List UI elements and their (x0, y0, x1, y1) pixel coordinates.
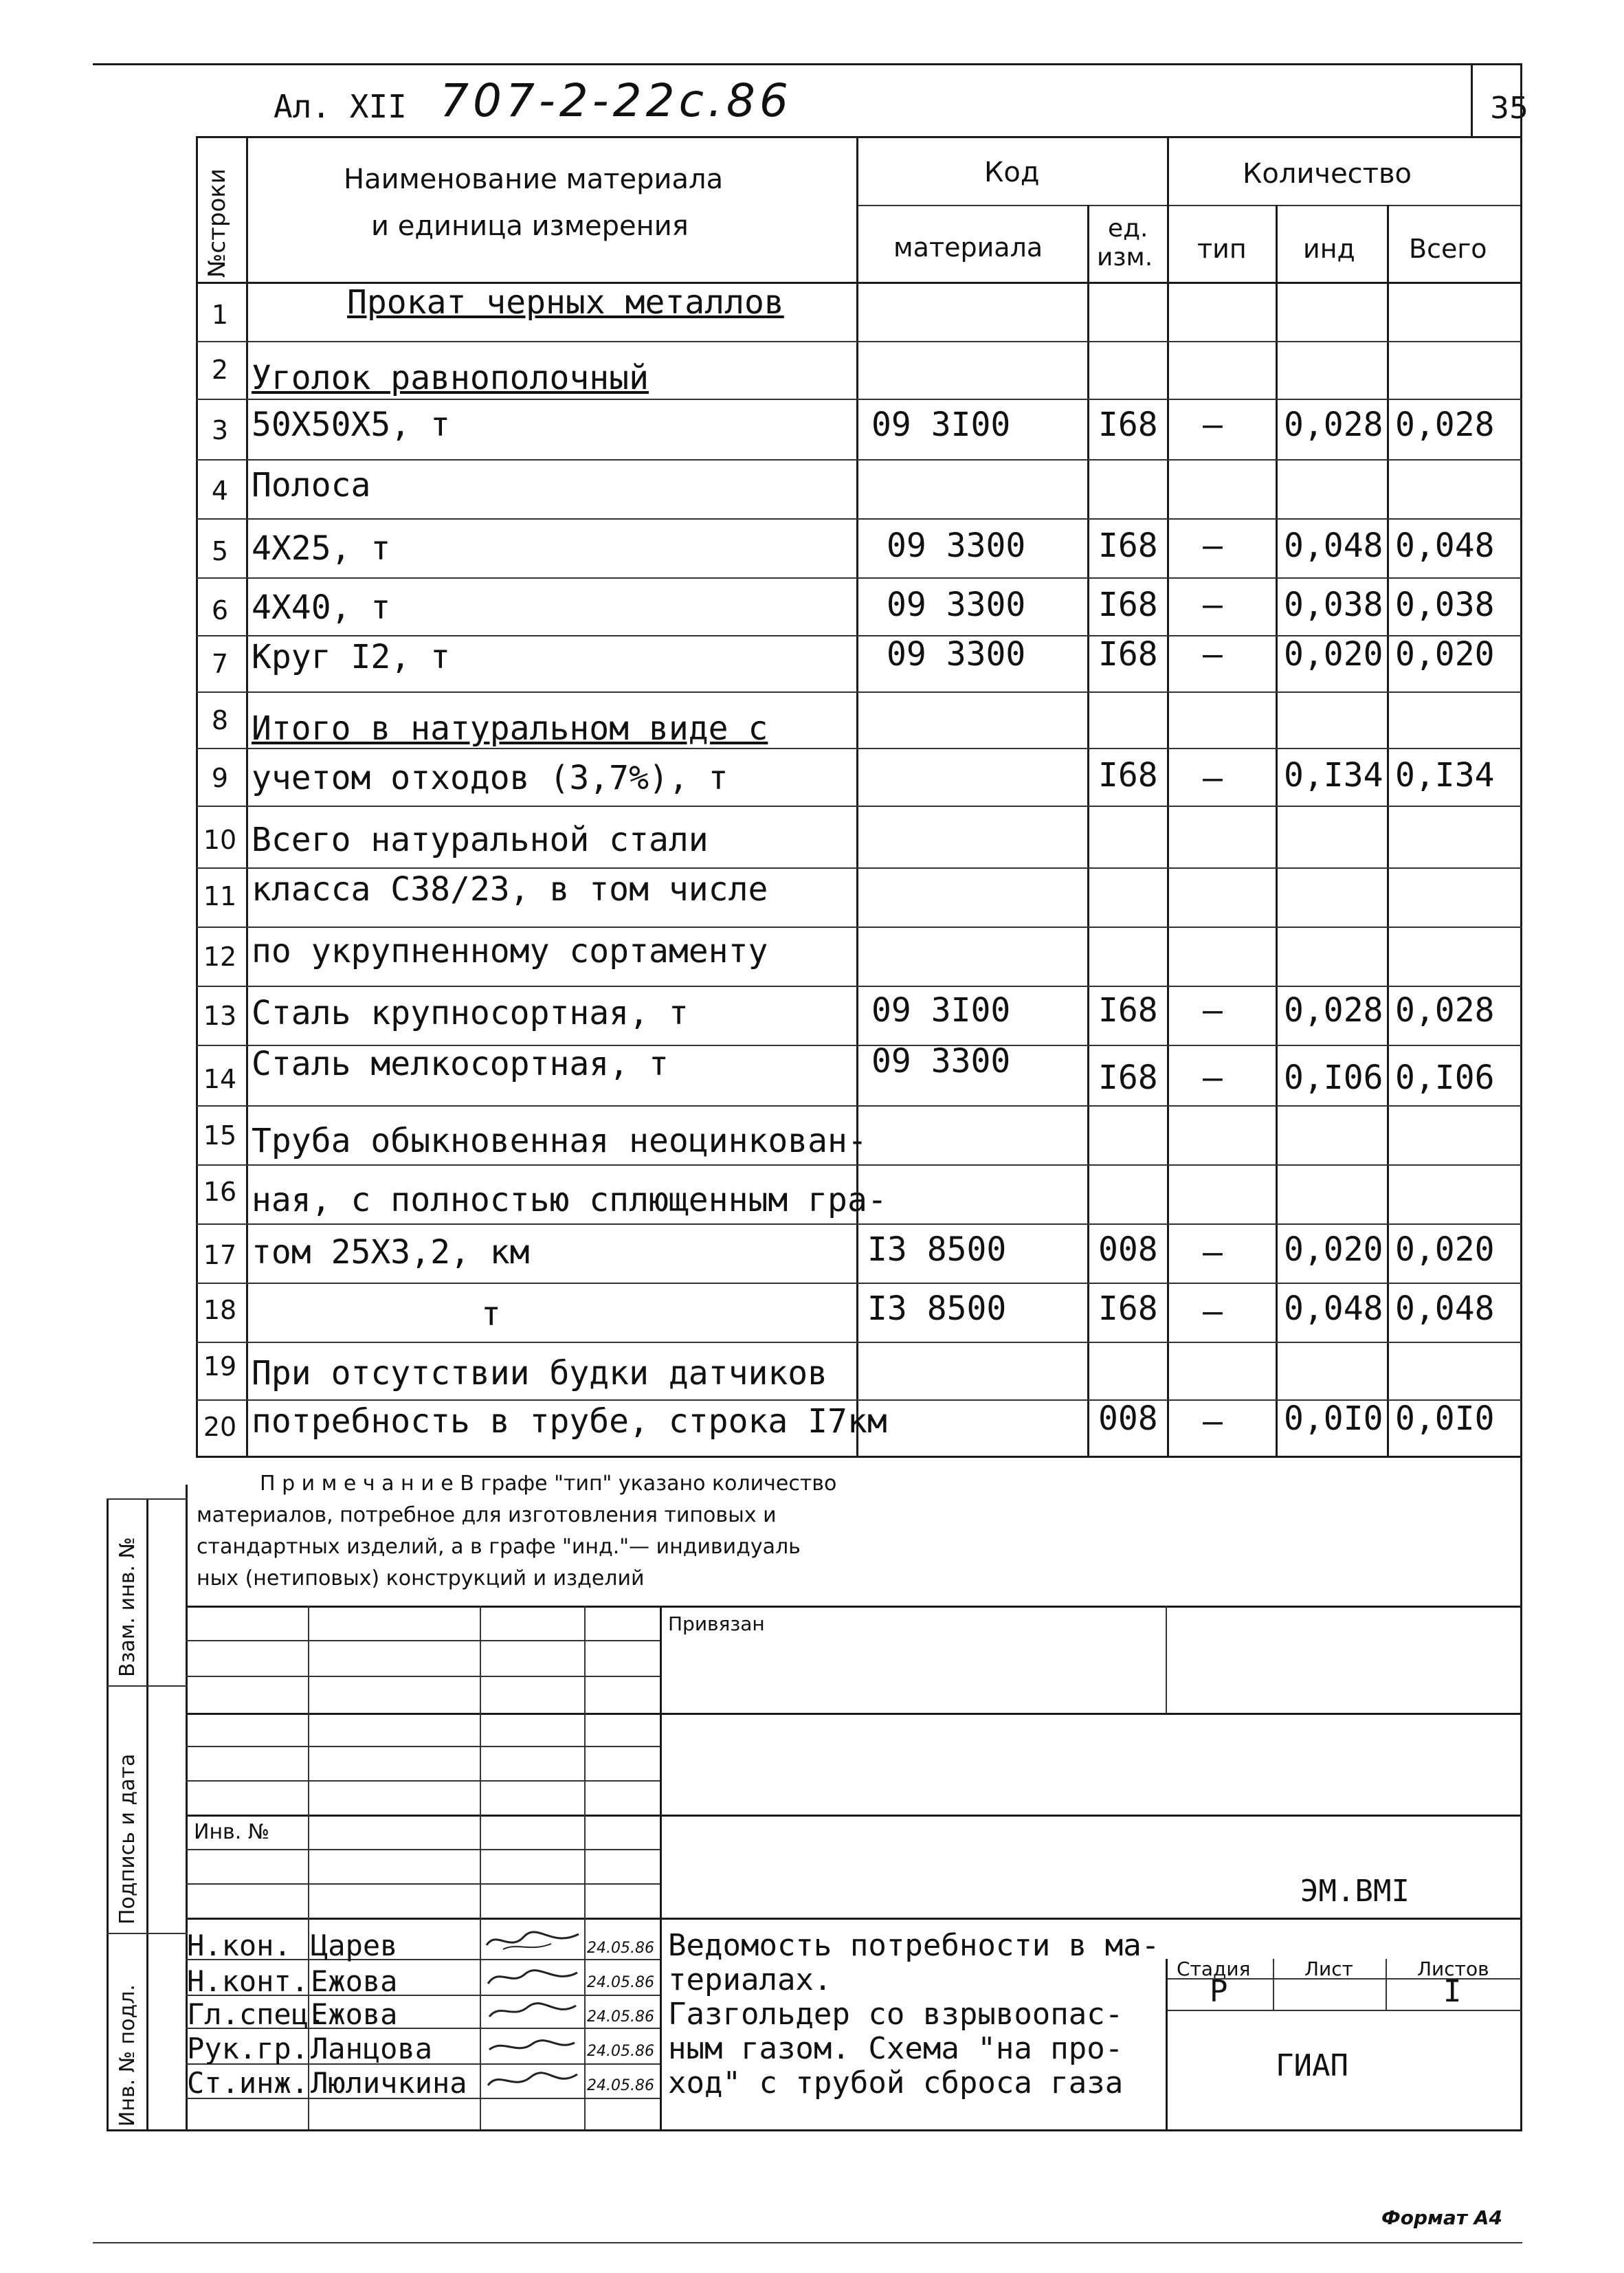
note-line: П р и м е ч а н и е В графе "тип" указано количество (260, 1472, 837, 1496)
row-unit: I68 (1098, 526, 1158, 565)
title-line: териалах. (668, 1962, 832, 1997)
row-code: 09 3300 (887, 526, 1026, 565)
margin-line (107, 2129, 188, 2131)
row-type: – (1203, 991, 1223, 1030)
row-name: том 25Х3,2, км (252, 1233, 530, 1272)
row-number: 10 (203, 825, 237, 855)
row-code: 09 3300 (871, 1042, 1011, 1080)
stage-value: Р (1210, 1974, 1228, 2009)
stamp-line (186, 1815, 1522, 1817)
note-line: стандартных изделий, а в графе "инд."— индивидуаль (197, 1535, 801, 1559)
row-name: Круг I2, т (252, 638, 450, 676)
album-label: Ал. XII (274, 88, 407, 125)
row-name: Сталь мелкосортная, т (252, 1045, 669, 1083)
row-number: 20 (203, 1412, 237, 1442)
code-material-header: материала (893, 232, 1043, 263)
role-label: Ст.инж. (187, 2066, 309, 2100)
margin-line (107, 1498, 109, 2131)
qty-type-header: тип (1197, 234, 1247, 264)
row-number: 19 (203, 1351, 237, 1382)
row-number: 1 (211, 300, 229, 330)
row-name: Всего натуральной стали (252, 821, 709, 859)
qty-total-header: Всего (1409, 234, 1487, 264)
stamp-line (186, 1883, 660, 1885)
stamp-line (660, 1606, 662, 2129)
row-total: 0,038 (1395, 586, 1495, 624)
row-number: 11 (203, 881, 237, 911)
stamp-line (480, 1606, 481, 2129)
original-inv-label: Инв. № подл. (115, 1984, 140, 2127)
stamp-line (186, 1746, 660, 1747)
signature-date-label: Подпись и дата (115, 1753, 140, 1925)
sign-date: 24.05.86 (587, 1940, 654, 1957)
row-total: 0,028 (1395, 991, 1495, 1030)
row-total: 0,048 (1395, 526, 1495, 565)
row-name: Уголок равнополочный (252, 359, 649, 397)
sheets-value: I (1443, 1974, 1462, 2009)
person-name: Ежова (311, 1964, 398, 1998)
row-total: 0,I06 (1395, 1058, 1495, 1097)
sign-date: 24.05.86 (587, 2077, 654, 2094)
row-unit: I68 (1098, 991, 1158, 1030)
person-name: Царев (311, 1929, 398, 1962)
signature-1 (482, 1925, 583, 1958)
row-number: 17 (203, 1240, 237, 1270)
row-name: 50Х50Х5, т (252, 406, 450, 444)
row-code: 09 3I00 (871, 991, 1011, 1030)
stamp-line (186, 1640, 660, 1641)
code-unit-header-1: ед. (1108, 214, 1148, 243)
row-total: 0,0I0 (1395, 1399, 1495, 1438)
margin-line (107, 1933, 188, 1934)
stamp-line (1386, 1959, 1387, 2010)
name-header-line1: Наименование материала (344, 164, 724, 195)
row-type: – (1203, 1402, 1223, 1441)
stamp-line (584, 1606, 586, 2129)
row-number: 4 (211, 476, 229, 506)
stamp-line (1166, 2010, 1522, 2011)
stamp-line (186, 1780, 660, 1782)
person-name: Ланцова (311, 2032, 433, 2065)
bottom-rule (93, 2242, 1522, 2243)
stamp-line (186, 1713, 1522, 1715)
role-label: Н.конт. (187, 1964, 309, 1998)
row-name: 4Х40, т (252, 588, 391, 627)
row-ind: 0,I34 (1284, 756, 1383, 795)
row-name: При отсутствии будки датчиков (252, 1354, 828, 1393)
stage-label: Стадия (1177, 1958, 1251, 1980)
stamp-line (1166, 1606, 1167, 1713)
document-title (668, 1929, 1159, 2100)
stamp-top (186, 1606, 1522, 1608)
row-name: Полоса (252, 466, 371, 505)
row-number: 6 (211, 595, 229, 625)
margin-line (146, 1498, 148, 2131)
stamp-bottom (186, 2129, 1522, 2131)
row-name: класса С38/23, в том числе (252, 870, 768, 909)
margin-line (107, 1685, 188, 1687)
linked-label: Привязан (668, 1612, 765, 1635)
sheet-label: Лист (1304, 1958, 1353, 1980)
paper-format: Формат А4 (1381, 2206, 1502, 2229)
row-ind: 0,048 (1284, 526, 1383, 565)
row-ind: 0,020 (1284, 1230, 1383, 1269)
note-line: материалов, потребное для изготовления типовых и (197, 1503, 777, 1527)
row-total: 0,028 (1395, 406, 1495, 444)
row-name: ная, с полностью сплющенным гра- (252, 1181, 887, 1219)
row-type: – (1203, 635, 1223, 674)
row-number: 18 (203, 1295, 237, 1325)
sign-date: 24.05.86 (587, 2008, 654, 2026)
row-number: 9 (211, 763, 229, 793)
row-name: т (481, 1295, 501, 1333)
row-name: 4Х25, т (252, 529, 391, 568)
stamp-line (1166, 1959, 1168, 2129)
row-unit: I68 (1098, 756, 1158, 795)
row-unit: I68 (1098, 1289, 1158, 1328)
person-name: Люличкина (311, 2066, 467, 2100)
sheets-label: Листов (1417, 1958, 1489, 1980)
row-type: – (1203, 406, 1223, 444)
row-name: Труба обыкновенная неоцинкован- (252, 1122, 867, 1160)
row-type: – (1203, 526, 1223, 565)
replacement-inv-label: Взам. инв. № (115, 1537, 140, 1677)
row-name: Сталь крупносортная, т (252, 994, 689, 1032)
person-name: Ежова (311, 1997, 398, 2031)
row-ind: 0,028 (1284, 406, 1383, 444)
organization: ГИАП (1276, 2048, 1348, 2083)
row-name: Прокат черных металлов (347, 283, 784, 322)
name-header-line2: и единица измерения (371, 210, 689, 242)
row-number: 5 (211, 536, 229, 566)
row-number: 12 (203, 942, 237, 972)
row-code: 09 3I00 (871, 406, 1011, 444)
row-unit: 008 (1098, 1230, 1158, 1269)
code-header: Код (984, 157, 1040, 188)
stamp-line (186, 1849, 660, 1850)
project-code: 707-2-22с.86 (440, 74, 792, 127)
row-code: 09 3300 (887, 635, 1026, 674)
row-total: 0,020 (1395, 1230, 1495, 1269)
row-number: 3 (211, 415, 229, 445)
row-ind: 0,I06 (1284, 1058, 1383, 1097)
signature-5 (482, 2063, 583, 2096)
row-number-header: №строки (203, 168, 231, 278)
row-number: 16 (203, 1177, 237, 1207)
document-code: ЭМ.ВМI (1300, 1874, 1410, 1909)
row-unit: I68 (1098, 635, 1158, 674)
stamp-line (1273, 1959, 1274, 2010)
row-type: – (1203, 1292, 1223, 1331)
row-ind: 0,028 (1284, 991, 1383, 1030)
row-total: 0,I34 (1395, 756, 1495, 795)
row-type: – (1203, 759, 1223, 797)
margin-line (107, 1498, 188, 1500)
row-total: 0,020 (1395, 635, 1495, 674)
title-line: Газгольдер со взрывоопас- (668, 1997, 1124, 2032)
qty-ind-header: инд (1303, 234, 1355, 264)
row-number: 15 (203, 1120, 237, 1151)
row-number: 13 (203, 1001, 237, 1031)
row-ind: 0,0I0 (1284, 1399, 1383, 1438)
title-line: ход" с трубой сброса газа (668, 2065, 1124, 2100)
row-number: 2 (211, 355, 229, 385)
row-ind: 0,020 (1284, 635, 1383, 674)
row-name: потребность в трубе, строка I7км (252, 1402, 887, 1441)
signature-2 (482, 1960, 583, 1993)
row-type: – (1203, 586, 1223, 624)
row-code: 09 3300 (887, 586, 1026, 624)
row-code: I3 8500 (867, 1230, 1007, 1269)
row-unit: I68 (1098, 586, 1158, 624)
title-line: ным газом. Схема "на про- (668, 2031, 1124, 2066)
sign-date: 24.05.86 (587, 2043, 654, 2060)
row-name: по укрупненному сортаменту (252, 932, 768, 971)
sign-date: 24.05.86 (587, 1974, 654, 1991)
note-line: ных (нетиповых) конструкций и изделий (197, 1566, 645, 1590)
stamp-line (186, 1918, 1522, 1920)
signature-4 (482, 2029, 583, 2062)
row-ind: 0,038 (1284, 586, 1383, 624)
signature-3 (482, 1995, 583, 2028)
role-label: Н.кон. (187, 1929, 291, 1962)
qty-header: Количество (1243, 158, 1412, 190)
row-number: 8 (211, 705, 229, 735)
inventory-number-label: Инв. № (194, 1820, 270, 1844)
row-number: 7 (211, 649, 229, 679)
sheet-number: 35 (1490, 91, 1528, 126)
row-unit: 008 (1098, 1399, 1158, 1438)
row-type: – (1203, 1058, 1223, 1097)
row-type: – (1203, 1233, 1223, 1272)
row-name: Итого в натуральном виде с (252, 709, 768, 748)
title-line: Ведомость потребности в ма- (668, 1928, 1160, 1963)
row-total: 0,048 (1395, 1289, 1495, 1328)
role-label: Гл.спец. (187, 1997, 326, 2031)
row-unit: I68 (1098, 1058, 1158, 1097)
row-number: 14 (203, 1064, 237, 1094)
code-unit-header-2: изм. (1097, 243, 1153, 271)
row-code: I3 8500 (867, 1289, 1007, 1328)
row-ind: 0,048 (1284, 1289, 1383, 1328)
stamp-line (186, 1676, 660, 1677)
row-unit: I68 (1098, 406, 1158, 444)
row-name: учетом отходов (3,7%), т (252, 759, 728, 797)
role-label: Рук.гр. (187, 2032, 309, 2065)
